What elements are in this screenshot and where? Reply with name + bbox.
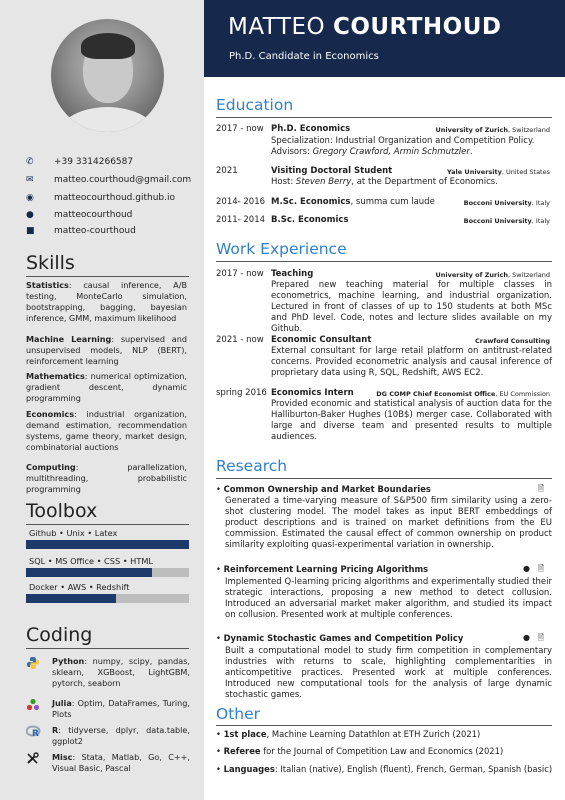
experience-heading: Work Experience	[216, 240, 347, 258]
contact-linkedin[interactable]: ■ matteo-courthoud	[26, 226, 136, 236]
experience-date: spring 2016	[216, 388, 267, 398]
other-item: • Languages: Italian (native), English (fluent), French, German, Spanish (basic)	[216, 764, 553, 774]
person-name: MATTEO COURTHOUD	[228, 14, 502, 40]
experience-role: Teaching	[271, 269, 314, 279]
experience-date: 2017 - now	[216, 269, 264, 279]
research-item-description: Generated a time-varying measure of S&P500 firm similarity using a zero-shot clustering model. The model takes as input BERT embeddings of product descriptions and is trained on market definitions from the EU commission. Estimated the causal effect of common ownership on product similarity exploiting quasi-experimental variation in ownership.	[225, 496, 552, 550]
skill-mathematics: Mathematics: numerical optimization, gradient descent, dynamic programming	[26, 371, 187, 403]
research-item-title[interactable]: • Dynamic Stochastic Games and Competition Policy	[216, 633, 464, 643]
research-heading: Research	[216, 457, 288, 475]
education-degree: Visiting Doctoral Student	[271, 166, 393, 176]
experience-description: Provided economic and statistical analysis of auction data for the Halliburton-Baker Hughes (10B$) merger case. Collaborated with large and diverse team and presented results to multiple audiences.	[271, 399, 552, 442]
julia-icon	[26, 698, 42, 714]
experience-employer: DG COMP Chief Economist Office, EU Commission	[376, 390, 550, 398]
profile-photo	[51, 19, 164, 132]
research-divider	[216, 478, 552, 479]
github-icon: ●	[26, 210, 34, 220]
skills-divider	[26, 276, 189, 277]
toolbox-level-fill	[26, 594, 116, 603]
other-item: • 1st place, Machine Learning Datathlon at ETH Zurich (2021)	[216, 729, 481, 739]
education-degree: Ph.D. Economics	[271, 124, 351, 134]
research-links[interactable]	[523, 632, 544, 646]
person-title: Ph.D. Candidate in Economics	[229, 51, 379, 62]
research-item-description: Built a computational model to study firm competition in complementary industries with returns to scale, highlighting complementarities in anticompetitive practices. Presented work at multiple conferences. Introduced new computational tools for the analysis of large dynamic stochastic games.	[225, 646, 552, 700]
education-institution: Bocconi University, Italy	[463, 217, 550, 225]
experience-description: Prepared new teaching material for multiple classes in econometrics, machine learning, and industrial organization. Lectured in front of classes of up to 150 students at both MSc and PhD level. Code, notes and lecture slides available on my Github.	[271, 280, 552, 334]
contact-email[interactable]: ✉ matteo.courthoud@gmail.com	[26, 175, 192, 185]
research-item-description: Implemented Q-learning pricing algorithms and experimentally studied their strategic interactions, proposing a new method to detect collusion. Introduced an adversarial market maker algorithm, and studied its impact on collusion. Presented work at multiple conferences.	[225, 577, 552, 620]
coding-divider	[26, 648, 189, 649]
toolbox-divider	[26, 524, 189, 525]
toolbox-item-label: Github • Unix • Latex	[29, 528, 118, 538]
skills-heading: Skills	[26, 252, 75, 274]
education-divider	[216, 117, 552, 118]
education-institution: Bocconi University, Italy	[463, 199, 550, 207]
education-institution: University of Zurich, Switzerland	[435, 126, 550, 134]
experience-divider	[216, 261, 552, 262]
education-date: 2014- 2016	[216, 197, 266, 207]
email-icon: ✉	[26, 175, 34, 185]
experience-employer: Crawford Consulting	[475, 337, 550, 345]
education-institution: Yale University, United States	[447, 168, 550, 176]
experience-role: Economic Consultant	[271, 335, 372, 345]
contact-website[interactable]: ◉ matteocourthoud.github.io	[26, 193, 175, 203]
experience-role: Economics Intern	[271, 388, 354, 398]
python-icon	[26, 656, 42, 672]
contact-phone: ✆ +39 3314266587	[26, 157, 134, 167]
education-description: Specialization: Industrial Organization and Competition Policy. Advisors: Gregory Crawford, Armin Schmutzler.	[271, 136, 535, 157]
coding-heading: Coding	[26, 624, 93, 646]
education-description: Host: Steven Berry, at the Department of Economics.	[271, 177, 498, 187]
toolbox-level-bar	[26, 540, 189, 549]
linkedin-icon: ■	[26, 226, 35, 236]
experience-employer: University of Zurich, Switzerland	[435, 271, 550, 279]
research-links[interactable]	[538, 483, 544, 497]
education-date: 2017 - now	[216, 124, 264, 134]
other-heading: Other	[216, 705, 261, 723]
github-icon[interactable]: ●	[522, 633, 530, 642]
other-divider	[216, 725, 552, 726]
experience-description: External consultant for large retail platform on antitrust-related concerns. Provided econometric analysis and causal inference of proprietary data using R, SQL, Redshift, AWS EC2.	[271, 346, 552, 378]
skill-machine-learning: Machine Learning: supervised and unsupervised models, NLP (BERT), reinforcement learning	[26, 334, 187, 366]
skill-statistics: Statistics: causal inference, A/B testing, MonteCarlo simulation, bootstrapping, bagging, bayesian inference, GMM, maximum likelihood	[26, 280, 187, 323]
toolbox-level-fill	[26, 568, 152, 577]
toolbox-item-label: Docker • AWS • Redshift	[29, 582, 130, 592]
toolbox-heading: Toolbox	[26, 500, 98, 522]
header-banner	[204, 0, 565, 77]
skill-computing: Computing: parallelization, multithreading, probabilistic programming	[26, 462, 187, 494]
education-heading: Education	[216, 96, 294, 114]
education-date: 2011- 2014	[216, 215, 266, 225]
r-icon	[26, 725, 42, 741]
other-item: • Referee for the Journal of Competition Law and Economics (2021)	[216, 746, 504, 756]
toolbox-level-bar	[26, 568, 189, 577]
pdf-icon[interactable]: 🗎	[537, 633, 544, 642]
education-degree: B.Sc. Economics	[271, 215, 349, 225]
experience-date: 2021 - now	[216, 335, 264, 345]
globe-icon: ◉	[26, 193, 34, 203]
research-links[interactable]	[523, 563, 544, 577]
toolbox-level-bar	[26, 594, 189, 603]
education-date: 2021	[216, 166, 238, 176]
contact-github[interactable]: ● matteocourthoud	[26, 210, 133, 220]
research-item-title[interactable]: • Reinforcement Learning Pricing Algorithms	[216, 564, 429, 574]
toolbox-item-label: SQL • MS Office • CSS • HTML	[29, 556, 153, 566]
phone-icon: ✆	[26, 157, 34, 167]
research-item-title[interactable]: • Common Ownership and Market Boundaries	[216, 484, 431, 494]
skill-economics: Economics: industrial organization, demand estimation, recommendation systems, game theory, market design, combinatorial auctions	[26, 409, 187, 452]
education-degree: M.Sc. Economics, summa cum laude	[271, 197, 435, 207]
github-icon[interactable]: ●	[522, 564, 530, 573]
tools-icon	[26, 752, 42, 768]
toolbox-level-fill	[26, 540, 189, 549]
pdf-icon[interactable]: 🗎	[537, 564, 544, 573]
pdf-icon[interactable]: 🗎	[537, 484, 544, 493]
svg-text:R: R	[32, 729, 39, 738]
